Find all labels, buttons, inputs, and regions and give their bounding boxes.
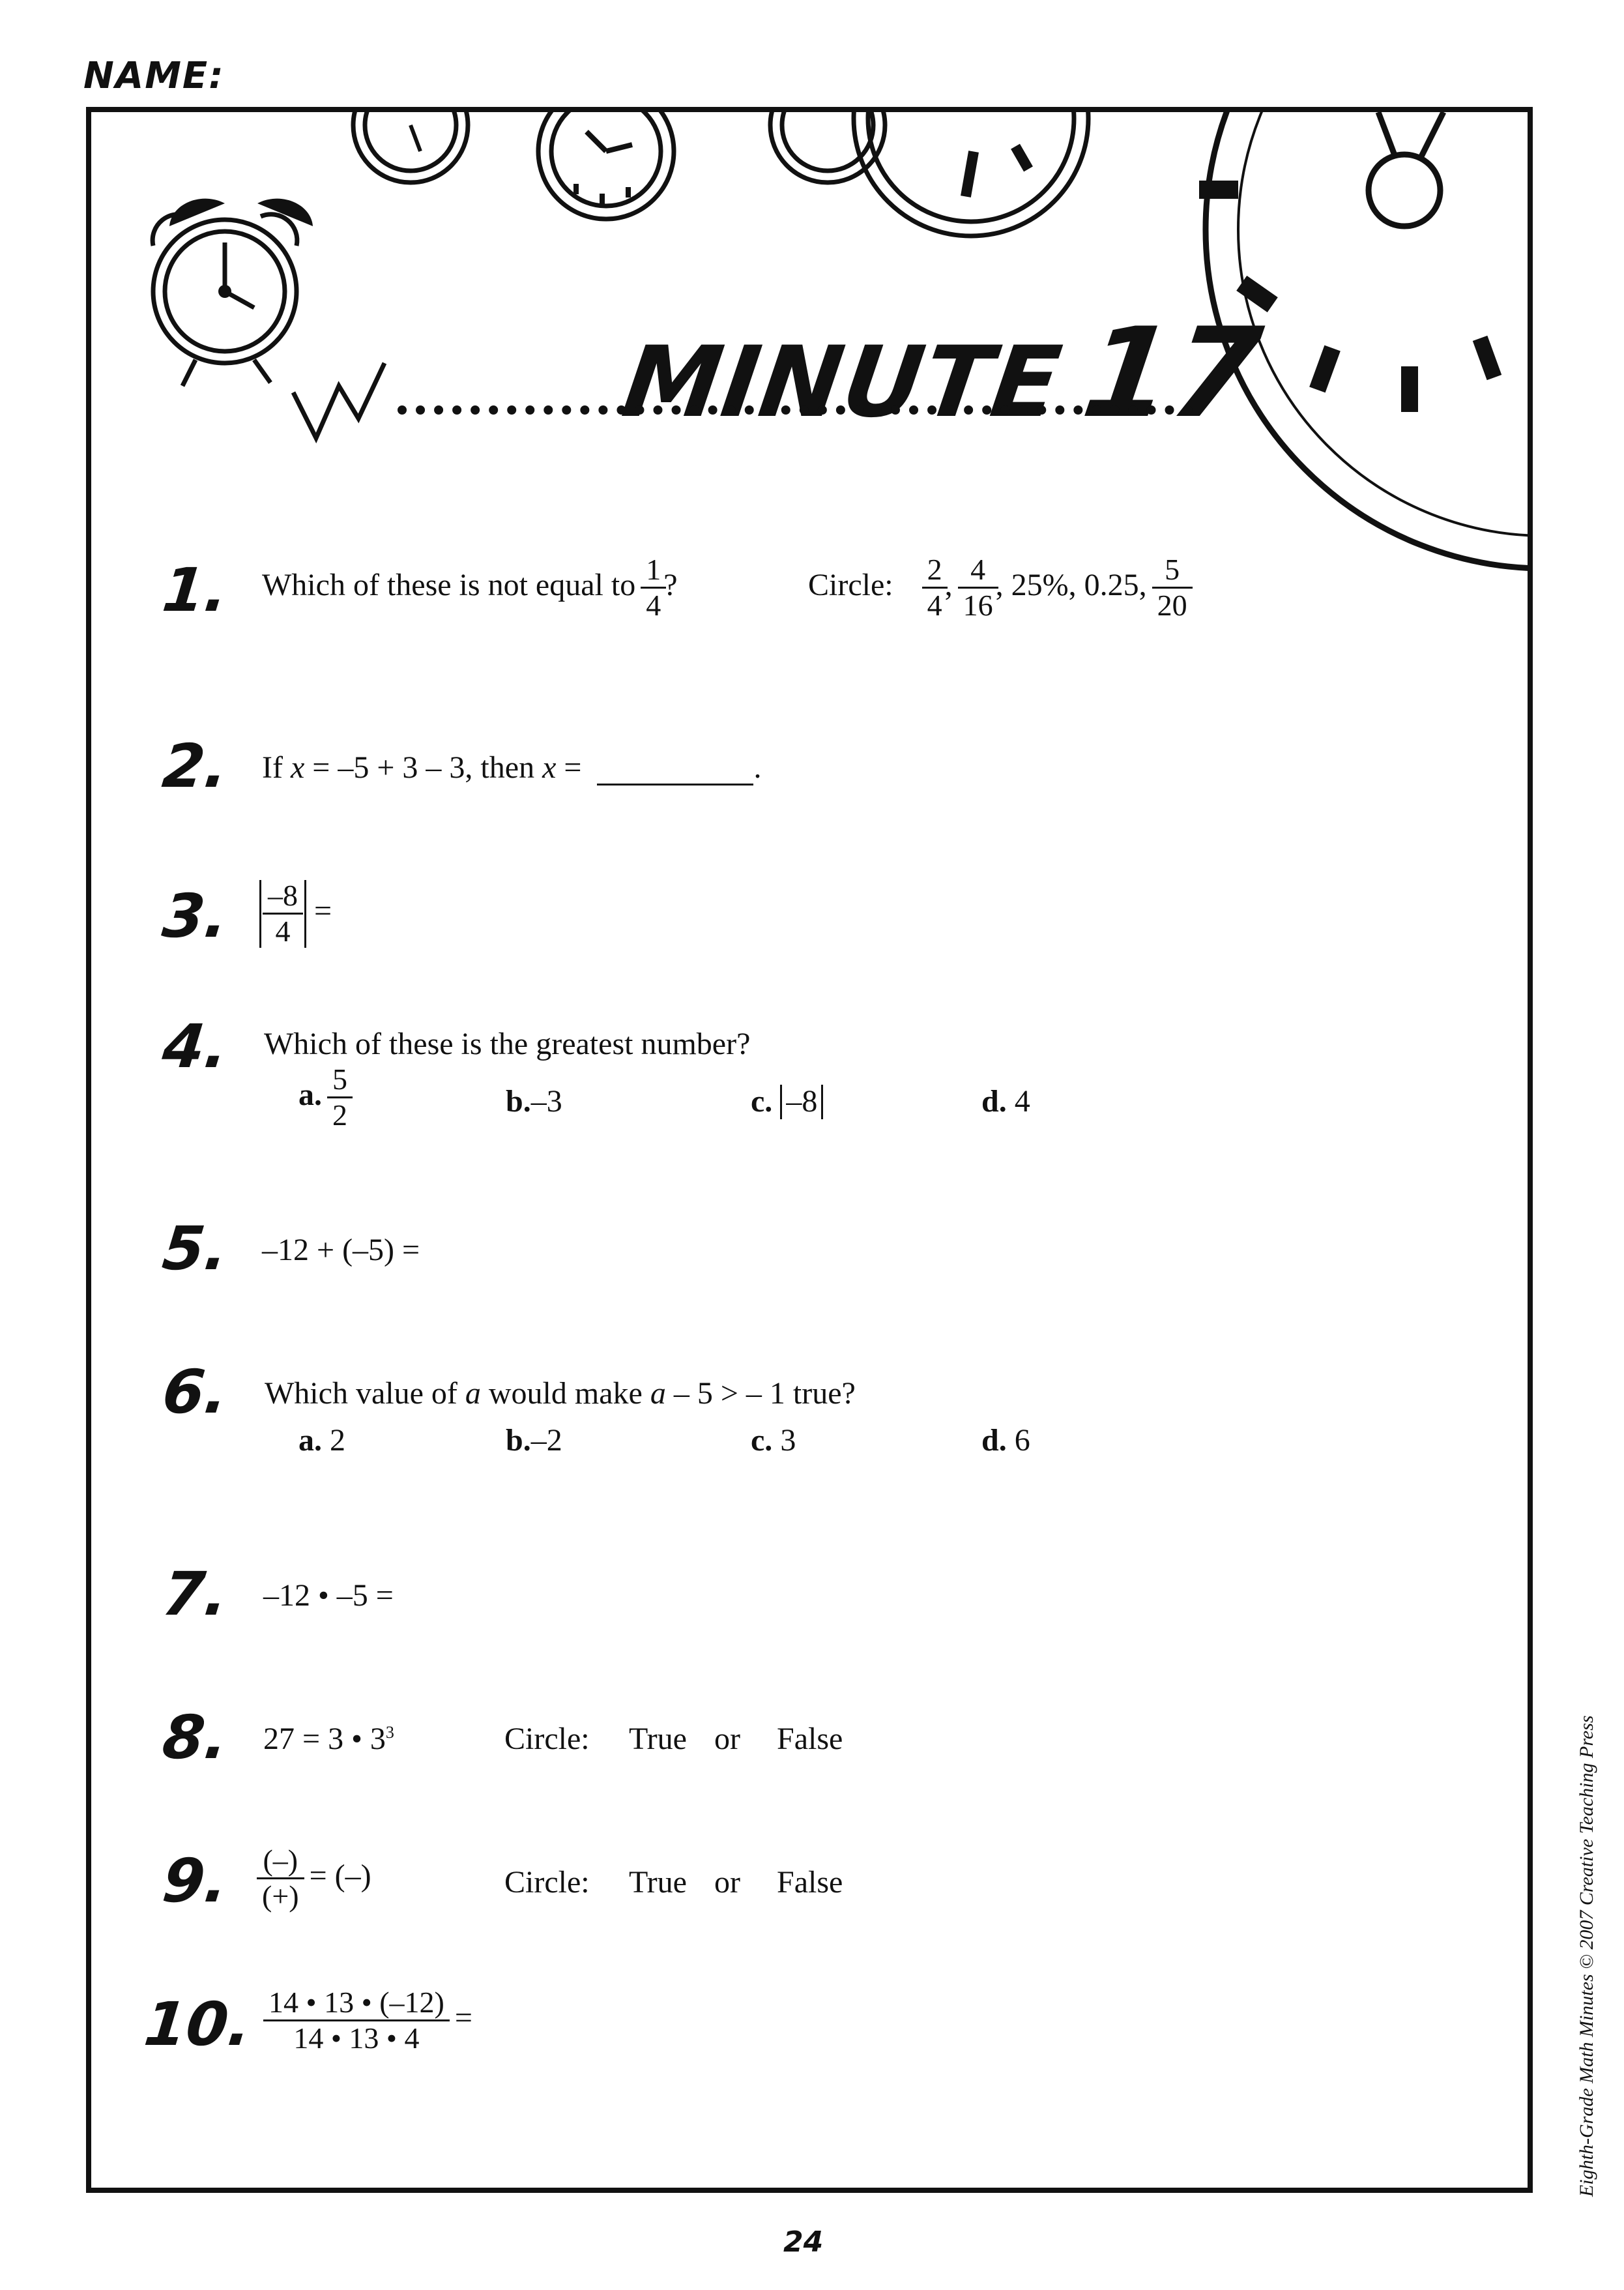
question-number: 7. [159, 1559, 231, 1629]
option-false[interactable]: False [777, 1722, 843, 1756]
option-false[interactable]: False [777, 1865, 843, 1900]
text: = [564, 750, 582, 785]
separator: , [995, 567, 1004, 602]
answer-options [808, 554, 1190, 622]
question-text [265, 1375, 856, 1411]
circle-label: Circle: [808, 567, 893, 602]
question-5 [91, 1214, 1525, 1318]
copyright-credit: Eighth-Grade Math Minutes © 2007 Creative Teaching Press [1576, 1715, 1597, 2197]
question-text: Which of these is the greatest number? [264, 1027, 751, 1061]
numerator: (–) [263, 1843, 298, 1877]
option-percent[interactable]: 25%, [1011, 567, 1077, 602]
numerator: 4 [970, 553, 986, 586]
option-fraction[interactable] [961, 554, 996, 622]
denominator: 2 [332, 1098, 347, 1132]
denominator: 4 [927, 589, 942, 623]
question-1-prompt: Which of these is not equal to [262, 567, 636, 602]
choice-label: b. [506, 1084, 531, 1119]
choice-value: 2 [330, 1423, 345, 1458]
question-number: 6. [159, 1357, 231, 1427]
expression-base: 27 = 3 • 3 [263, 1722, 386, 1756]
choice-d[interactable] [981, 1422, 1030, 1458]
choice-value: –3 [530, 1084, 562, 1119]
question-text [262, 750, 761, 785]
denominator: 20 [1157, 589, 1187, 623]
question-9 [91, 1843, 1525, 1950]
choice-label: a. [298, 1423, 322, 1458]
text: Which value of [265, 1376, 457, 1411]
variable: x [290, 750, 305, 785]
title-number: 17 [1075, 301, 1271, 445]
option-fraction[interactable] [925, 554, 945, 622]
fraction [330, 1064, 350, 1132]
question-expression [263, 1721, 394, 1757]
text: would make [488, 1376, 643, 1411]
name-label: NAME: [83, 55, 225, 97]
fraction [643, 554, 663, 622]
equals-sign: = [454, 2000, 472, 2035]
question-number: 5. [159, 1214, 231, 1284]
denominator: (+) [262, 1879, 299, 1913]
title-word: MINUTE [616, 326, 1069, 439]
question-10 [91, 1986, 1525, 2094]
option-true[interactable]: True [629, 1722, 687, 1756]
question-number: 8. [159, 1703, 231, 1772]
minute-title [615, 301, 1270, 445]
choice-d[interactable] [981, 1083, 1030, 1119]
denominator: 4 [646, 589, 661, 623]
question-expression [259, 1845, 371, 1913]
question-number: 9. [159, 1846, 231, 1916]
choice-b[interactable] [506, 1083, 562, 1119]
choice-value: 3 [780, 1423, 796, 1458]
choice-label: b. [506, 1423, 531, 1458]
numerator: 1 [646, 553, 661, 586]
absolute-value [259, 880, 306, 948]
circle-label: Circle: [504, 1865, 590, 1900]
choice-label: c. [751, 1423, 773, 1458]
or-label: or [714, 1722, 740, 1756]
choice-label: d. [981, 1084, 1007, 1119]
question-7 [91, 1559, 1525, 1664]
choice-c[interactable] [751, 1083, 823, 1119]
choice-value: 6 [1014, 1423, 1030, 1458]
fraction [266, 1987, 447, 2055]
question-mark: ? [663, 567, 678, 602]
period: . [753, 750, 762, 785]
choice-label: a. [298, 1077, 322, 1112]
text: = –5 + 3 – 3, then [312, 750, 535, 785]
page-number: 24 [783, 2225, 824, 2259]
answer-blank[interactable] [597, 755, 753, 785]
question-2 [91, 731, 1525, 836]
question-number: 4. [159, 1012, 231, 1081]
circle-label: Circle: [504, 1722, 590, 1756]
question-expression: –12 + (–5) = [262, 1233, 420, 1267]
choice-a[interactable] [298, 1064, 350, 1132]
question-number: 3. [159, 881, 231, 951]
fraction [265, 880, 300, 948]
question-3 [91, 881, 1525, 986]
equals-sign: = [314, 893, 332, 928]
worksheet-frame [86, 107, 1533, 2193]
question-1 [91, 555, 1525, 660]
choice-value: –8 [780, 1085, 823, 1119]
or-label: or [714, 1865, 740, 1900]
option-true[interactable]: True [629, 1865, 687, 1900]
question-8 [91, 1703, 1525, 1807]
question-6 [91, 1357, 1525, 1461]
right-hand-side: = (–) [309, 1858, 371, 1893]
choice-value: 4 [1014, 1084, 1030, 1119]
numerator: 5 [1165, 553, 1180, 586]
numerator: 5 [332, 1063, 347, 1096]
denominator: 4 [275, 915, 291, 948]
question-number: 10. [141, 1989, 255, 2059]
numerator: 14 • 13 • (–12) [268, 1986, 444, 2019]
variable: a [465, 1376, 481, 1411]
choice-value: –2 [530, 1423, 562, 1458]
separator: , [944, 567, 953, 602]
choice-label: d. [981, 1423, 1007, 1458]
option-decimal[interactable]: 0.25, [1084, 567, 1147, 602]
question-text [259, 880, 332, 948]
exponent: 3 [385, 1723, 394, 1742]
choice-c[interactable] [751, 1422, 796, 1458]
question-number: 2. [159, 731, 231, 801]
text: If [262, 750, 283, 785]
choice-a[interactable] [298, 1422, 345, 1458]
text: – 5 > – 1 true? [673, 1376, 856, 1411]
question-expression: –12 • –5 = [263, 1578, 394, 1613]
question-number: 1. [159, 555, 231, 625]
denominator: 16 [963, 589, 993, 623]
question-expression [266, 1987, 472, 2055]
title-dotted-line [398, 405, 1193, 415]
choice-b[interactable] [506, 1422, 562, 1458]
variable: a [650, 1376, 666, 1411]
question-4 [91, 1012, 1525, 1132]
choice-label: c. [751, 1084, 773, 1119]
numerator: 2 [927, 553, 942, 586]
question-text [262, 554, 678, 622]
fraction [259, 1845, 302, 1913]
variable: x [542, 750, 557, 785]
numerator: –8 [268, 879, 298, 912]
denominator: 14 • 13 • 4 [293, 2021, 420, 2055]
option-fraction[interactable] [1155, 554, 1190, 622]
